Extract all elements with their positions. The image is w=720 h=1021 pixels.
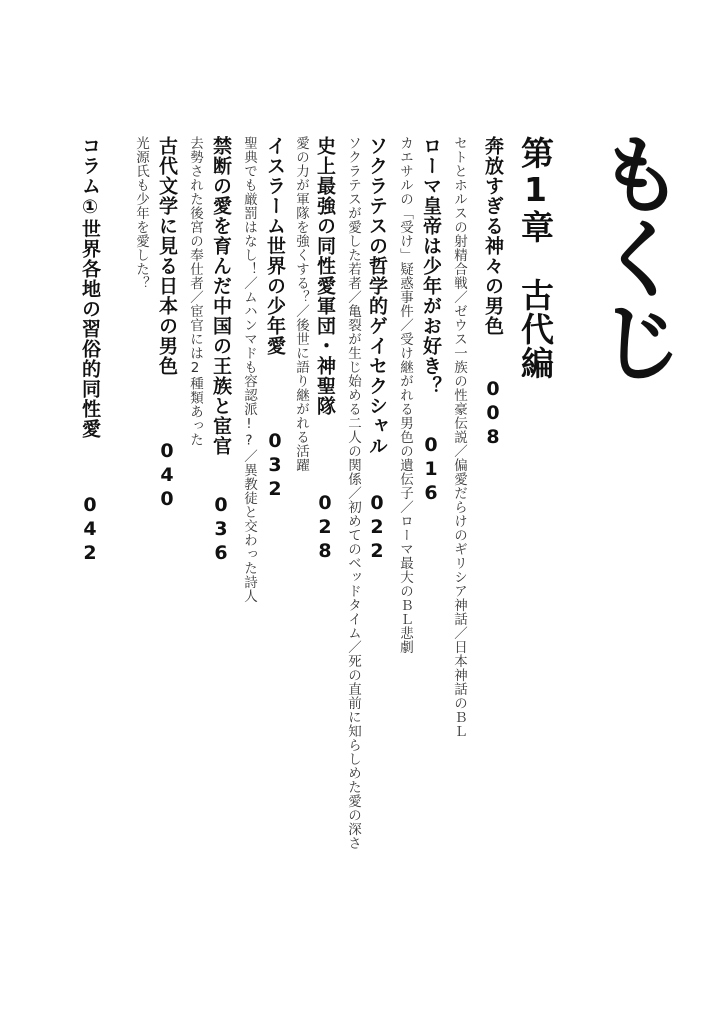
toc-entry-desc: 去勢された後宮の奉仕者／宦官には2種類あった bbox=[187, 136, 203, 447]
page-title: もくじ bbox=[583, 130, 683, 382]
toc-entry-page[interactable]: 028 bbox=[314, 492, 336, 564]
toc-entry-desc: ソクラテスが愛した若者／亀裂が生じ始める二人の関係／初めてのベッドタイム／死の直前に知らしめた愛の深さ bbox=[345, 136, 361, 850]
toc-entry-title[interactable]: 史上最強の同性愛軍団・神聖隊 bbox=[314, 136, 336, 416]
toc-entry-page[interactable]: 042 bbox=[79, 494, 101, 566]
toc-entry-desc: 聖典でも厳罰はなし！／ムハンマドも容認派!?／異教徒と交わった詩人 bbox=[241, 136, 257, 603]
toc-entry-title[interactable]: コラム①世界各地の習俗的同性愛 bbox=[79, 136, 101, 439]
toc-entry-desc: セトとホルスの射精合戦／ゼウス一族の性豪伝説／偏愛だらけのギリシア神話／日本神話のＢＬ bbox=[451, 136, 467, 738]
toc-entry-title[interactable]: 禁断の愛を育んだ中国の王族と宦官 bbox=[210, 136, 232, 456]
toc-entry-title[interactable]: ローマ皇帝は少年がお好き？ bbox=[420, 136, 442, 396]
chapter-heading: 第1章 古代編 bbox=[516, 136, 555, 380]
toc-entry-page[interactable]: 040 bbox=[156, 440, 178, 512]
toc-entry-page[interactable]: 008 bbox=[482, 378, 504, 450]
toc-entry-desc: 光源氏も少年を愛した？ bbox=[133, 136, 149, 290]
toc-entry-page[interactable]: 022 bbox=[366, 492, 388, 564]
toc-entry-page[interactable]: 016 bbox=[420, 434, 442, 506]
toc-entry-page[interactable]: 036 bbox=[210, 494, 232, 566]
toc-entry-page[interactable]: 032 bbox=[264, 430, 286, 502]
toc-entry-title[interactable]: 奔放すぎる神々の男色 bbox=[482, 136, 504, 336]
toc-entry-desc: 愛の力が軍隊を強くする？／後世に語り継がれる活躍 bbox=[293, 136, 309, 472]
toc-entry-title[interactable]: ソクラテスの哲学的ゲイセクシャル bbox=[366, 136, 388, 456]
toc-entry-title[interactable]: 古代文学に見る日本の男色 bbox=[156, 136, 178, 376]
toc-entry-desc: カエサルの「受け」疑惑事件／受け継がれる男色の遺伝子／ローマ最大のＢＬ悲劇 bbox=[397, 136, 413, 654]
toc-entry-title[interactable]: イスラーム世界の少年愛 bbox=[264, 136, 286, 356]
